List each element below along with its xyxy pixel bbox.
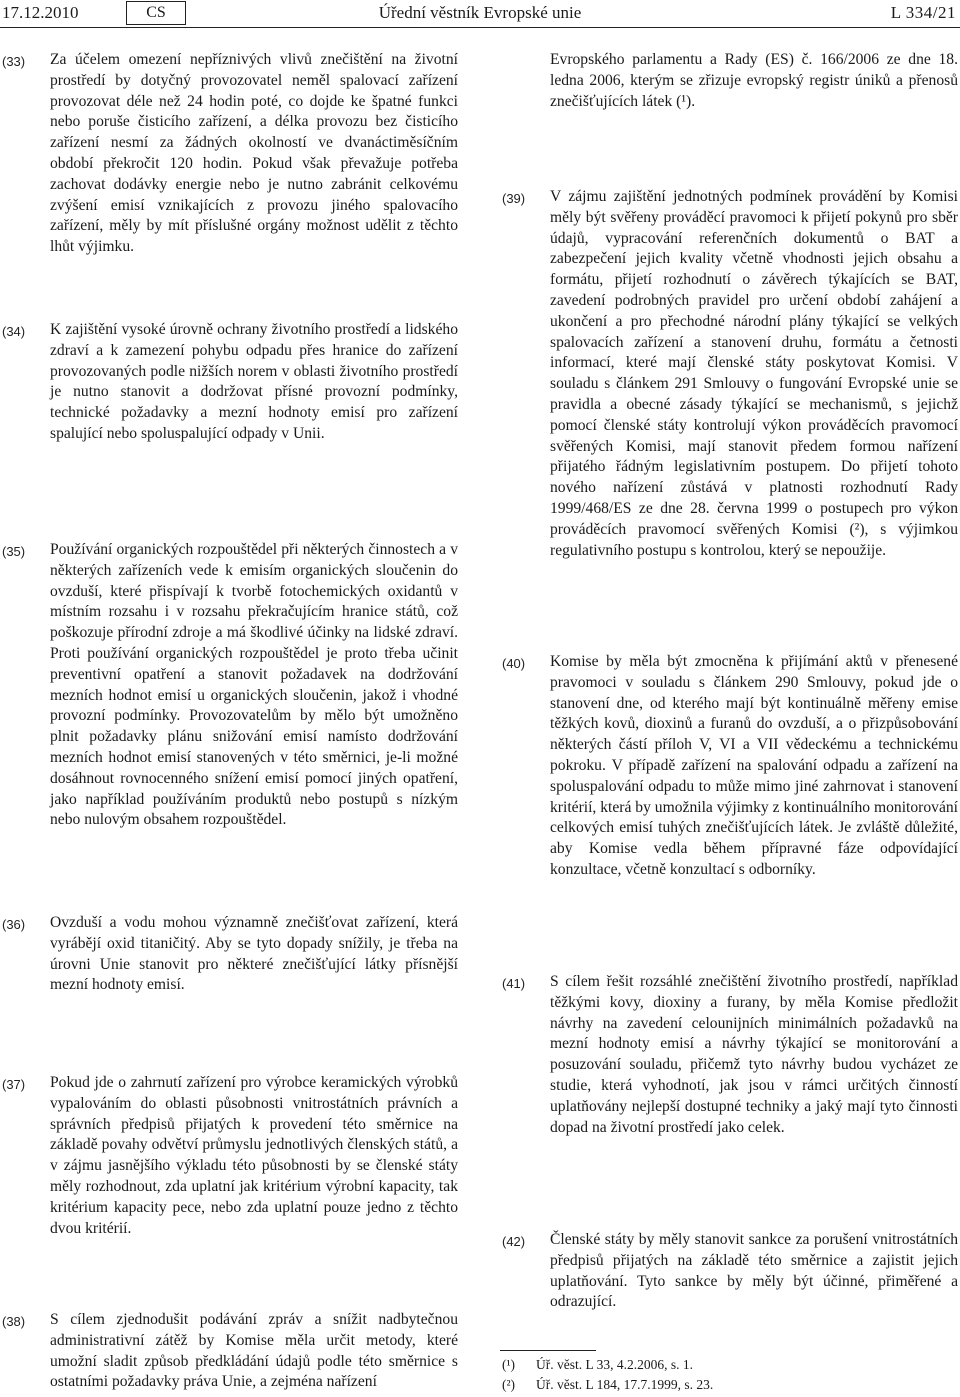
recital-text: S cílem řešit rozsáhlé znečištění životního prostředí, například těžkými kovy, dioxiny a furany, by měla Komise předložit návrhy na zavedení celounijních minimálních požadavků na mezní hodnoty emisí a návrhy týkající se monitorování a posuzování souladu, přičemž tyto návrhy budou vycházet ze studie, která vyhodnotí, jak jsou v rámci určitých činností uplatňovány nejlepší dostupné techniky a jaký mají tyto činnosti dopad na životní prostředí jako celek. <box>550 973 958 1136</box>
recital-text: Za účelem omezení nepříznivých vlivů znečištění na životní prostředí by dotyčný provozovatel neměl spalovací zařízení provozovat déle než 24 hodin poté, co dojde ke špatné funkci nebo poruše čisticího zařízení, a délka provozu bez čisticího zařízení nesmí za žádných okolností ve dvanáctiměsíčním období překročit 120 hodin. Pokud však převažuje potřeba zachovat dodávky energie nebo je nutno zabránit celkovému zvýšení emisí vznikajících z provozu jiného spalovacího zařízení, měly by mít příslušné orgány možnost udělit z těchto lhůt výjimku. <box>50 51 458 256</box>
recital-text: S cílem zjednodušit podávání zpráv a snížit nadbytečnou administrativní zátěž by Komise měla určit metody, které umožní sladit způsob předkládání údajů podle této směrnice s ostatními požadavky práva Unie, a zejména nařízení <box>50 1311 458 1391</box>
recital-text: Ovzduší a vodu mohou významně znečišťovat zařízení, která vyrábějí oxid titaničitý. Aby se tyto dopady snížily, je třeba na úrovni Unie stanovit pro některé znečišťující látky přísnější mezní hodnoty emisí. <box>50 914 458 994</box>
footnote-text: Úř. věst. L 184, 17.7.1999, s. 23. <box>536 1377 714 1392</box>
publication-date: 17.12.2010 <box>2 3 79 22</box>
page-header <box>0 0 960 28</box>
footnote-mark: (¹) <box>502 1357 516 1372</box>
footnote-separator <box>500 1350 596 1351</box>
recital-number: (37) <box>2 1077 26 1092</box>
footnote-text: Úř. věst. L 33, 4.2.2006, s. 1. <box>536 1357 693 1372</box>
page-reference: L 334/21 <box>890 3 956 22</box>
recital-text: K zajištění vysoké úrovně ochrany životního prostředí a lidského zdraví a k zamezení pohybu odpadu přes hranice do zařízení provozovaných podle nižších norem v oblasti životního prostředí je nutno stanovit a dodržovat přísné provozní podmínky, technické požadavky a mezní hodnoty emisí pro zařízení spalující nebo spoluspalující odpady v Unii. <box>50 321 458 442</box>
recital-number: (39) <box>502 191 526 206</box>
footnote-1 <box>502 1356 693 1374</box>
journal-title: Úřední věstník Evropské unie <box>378 3 582 22</box>
recital-number: (35) <box>2 544 26 559</box>
recital-text: Členské státy by měly stanovit sankce za porušení vnitrostátních předpisů přijatých na základě této směrnice a zajistit jejich uplatňování. Tyto sankce by měly být účinné, přiměřené a odrazující. <box>550 1231 958 1311</box>
recital-text: Používání organických rozpouštědel při některých činnostech a v některých zařízeních vede k emisím organických sloučenin do ovzduší, které přispívají k tvorbě fotochemických oxidantů v místním rozsahu i v rozsahu překračujícím hranice států, což poškozuje přírodní zdroje a má škodlivé účinky na lidské zdraví. Proti používání organických rozpouštědel je proto třeba učinit preventivní opatření a stanovit požadavek na dodržování mezních hodnot emisí u organických sloučenin, jakož i vhodné provozní podmínky. Provozovatelům by mělo být umožněno plnit požadavky plánu snižování emisí namísto dodržování mezních hodnot emisí stanovených v této směrnici, je-li možné dosáhnout rovnocenného snížení emisí pomocí jiných opatření, jako například používáním produktů nebo postupů s nízkým nebo nulovým obsahem rozpouštědel. <box>50 541 458 829</box>
recital-number: (38) <box>2 1314 26 1329</box>
recital-number: (33) <box>2 54 26 69</box>
recital-number: (40) <box>502 656 526 671</box>
recital-number: (36) <box>2 917 26 932</box>
footnote-mark: (²) <box>502 1377 516 1392</box>
recital-text: V zájmu zajištění jednotných podmínek provádění by Komisi měly být svěřeny prováděcí pravomoci k přijetí pokynů pro sběr údajů, vypracování referenčních dokumentů o BAT a zabezpečení jejich kvality včetně vhodnosti jejich obsahu a formátu, přijetí rozhodnutí o závěrech týkajících se BAT, zavedení podrobných pravidel pro určení období zahájení a ukončení a pro přechodné národní plány týkající se velkých spalovacích zařízení a stanovení druhu, formátu a četnosti informací, které mají členské státy poskytovat Komisi. V souladu s článkem 291 Smlouvy o fungování Evropské unie se pravidla a obecné zásady týkající se mechanismů, s jejichž pomocí členské státy kontrolují výkon prováděcích pravomocí svěřených Komisi, mají stanovit předem formou nařízení přijatého řádným legislativním postupem. Do přijetí tohoto nového nařízení zůstává v platnosti rozhodnutí Rady 1999/468/ES ze dne 28. června 1999 o postupech pro výkon prováděcích pravomocí svěřených Komisi (²), s výjimkou regulativního postupu s kontrolou, který se nepoužije. <box>550 188 958 559</box>
recital-text: Pokud jde o zahrnutí zařízení pro výrobce keramických výrobků vypalováním do oblasti působnosti vnitrostátních právních a správních předpisů přijatých k provedení této směrnice na základě povahy odvětví průmyslu jednotlivých členských států, a v zájmu jasnějšího výkladu této působnosti by se členské státy měly rozhodnout, zda uplatní jak kritérium výrobní kapacity, tak kritérium kapacity pece, nebo zda uplatní pouze jedno z těchto dvou kritérií. <box>50 1074 458 1237</box>
language-badge: CS <box>126 1 186 25</box>
recital-text: Komise by měla být zmocněna k přijímání aktů v přenesené pravomoci v souladu s článkem 290 Smlouvy, pokud jde o stanovení dne, od kterého mají být kontinuálně měřeny emise těžkých kovů, dioxinů a furanů do ovzduší, a o přizpůsobování některých částí příloh V, VI a VII vědeckému a technickému pokroku. V případě zařízení na spalování odpadu a zařízení na spoluspalování odpadu to může mimo jiné zahrnovat i stanovení kritérií, která by umožnila výjimky z kontinuálního monitorování celkových emisí tuhých znečišťujících látek. Je zvláště důležité, aby Komise vedla během přípravné fáze odpovídající konzultace, včetně konzultací s odborníky. <box>550 653 958 878</box>
recital-number: (34) <box>2 324 26 339</box>
recital-number: (41) <box>502 976 526 991</box>
footnote-2 <box>502 1376 713 1394</box>
recital-number: (42) <box>502 1234 526 1249</box>
continuation-text: Evropského parlamentu a Rady (ES) č. 166/2006 ze dne 18. ledna 2006, kterým se zřizuje evropský registr úniků a přenosů znečišťujících látek (¹). <box>550 51 958 110</box>
